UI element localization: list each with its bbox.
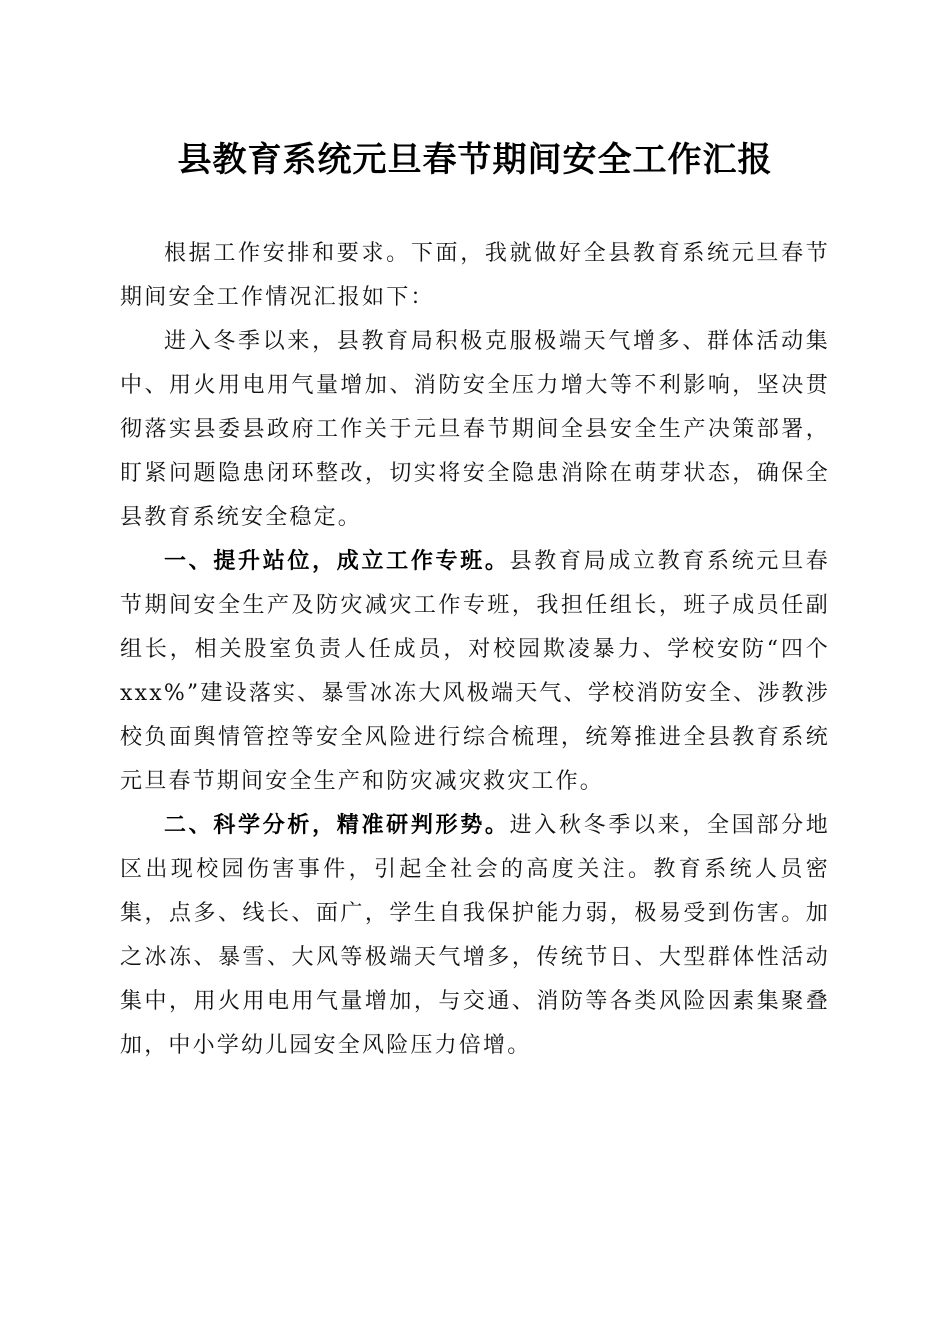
intro-paragraph: 根据工作安排和要求。下面，我就做好全县教育系统元旦春节期间安全工作情况汇报如下： xyxy=(120,241,830,310)
section-heading-1: 一、提升站位，成立工作专班。 xyxy=(164,549,510,574)
document-body xyxy=(120,232,830,1068)
section-paragraph-2 xyxy=(120,804,830,1068)
section-text-2: 进入秋冬季以来，全国部分地区出现校园伤害事件，引起全社会的高度关注。教育系统人员密集，点多、线长、面广，学生自我保护能力弱，极易受到伤害。加之冰冻、暴雪、大风等极端天气增多，传统节日、大型群体性活动集中，用火用电用气量增加，与交通、消防等各类风险因素集聚叠加，中小学幼儿园安全风险压力倍增。 xyxy=(120,813,830,1058)
overview-paragraph: 进入冬季以来，县教育局积极克服极端天气增多、群体活动集中、用火用电用气量增加、消防安全压力增大等不利影响，坚决贯彻落实县委县政府工作关于元旦春节期间全县安全生产决策部署，盯紧问题隐患闭环整改，切实将安全隐患消除在萌芽状态，确保全县教育系统安全稳定。 xyxy=(120,329,830,530)
section-paragraph-1 xyxy=(120,540,830,804)
section-text-1: 县教育局成立教育系统元旦春节期间安全生产及防灾减灾工作专班，我担任组长，班子成员任副组长，相关股室负责人任成员，对校园欺凌暴力、学校安防“四个xxx%”建设落实、暴雪冰冻大风极端天气、学校消防安全、涉教涉校负面舆情管控等安全风险进行综合梳理，统筹推进全县教育系统元旦春节期间安全生产和防灾减灾救灾工作。 xyxy=(120,549,830,794)
document-title: 县教育系统元旦春节期间安全工作汇报 xyxy=(177,140,773,180)
section-heading-2: 二、科学分析，精准研判形势。 xyxy=(164,813,510,838)
